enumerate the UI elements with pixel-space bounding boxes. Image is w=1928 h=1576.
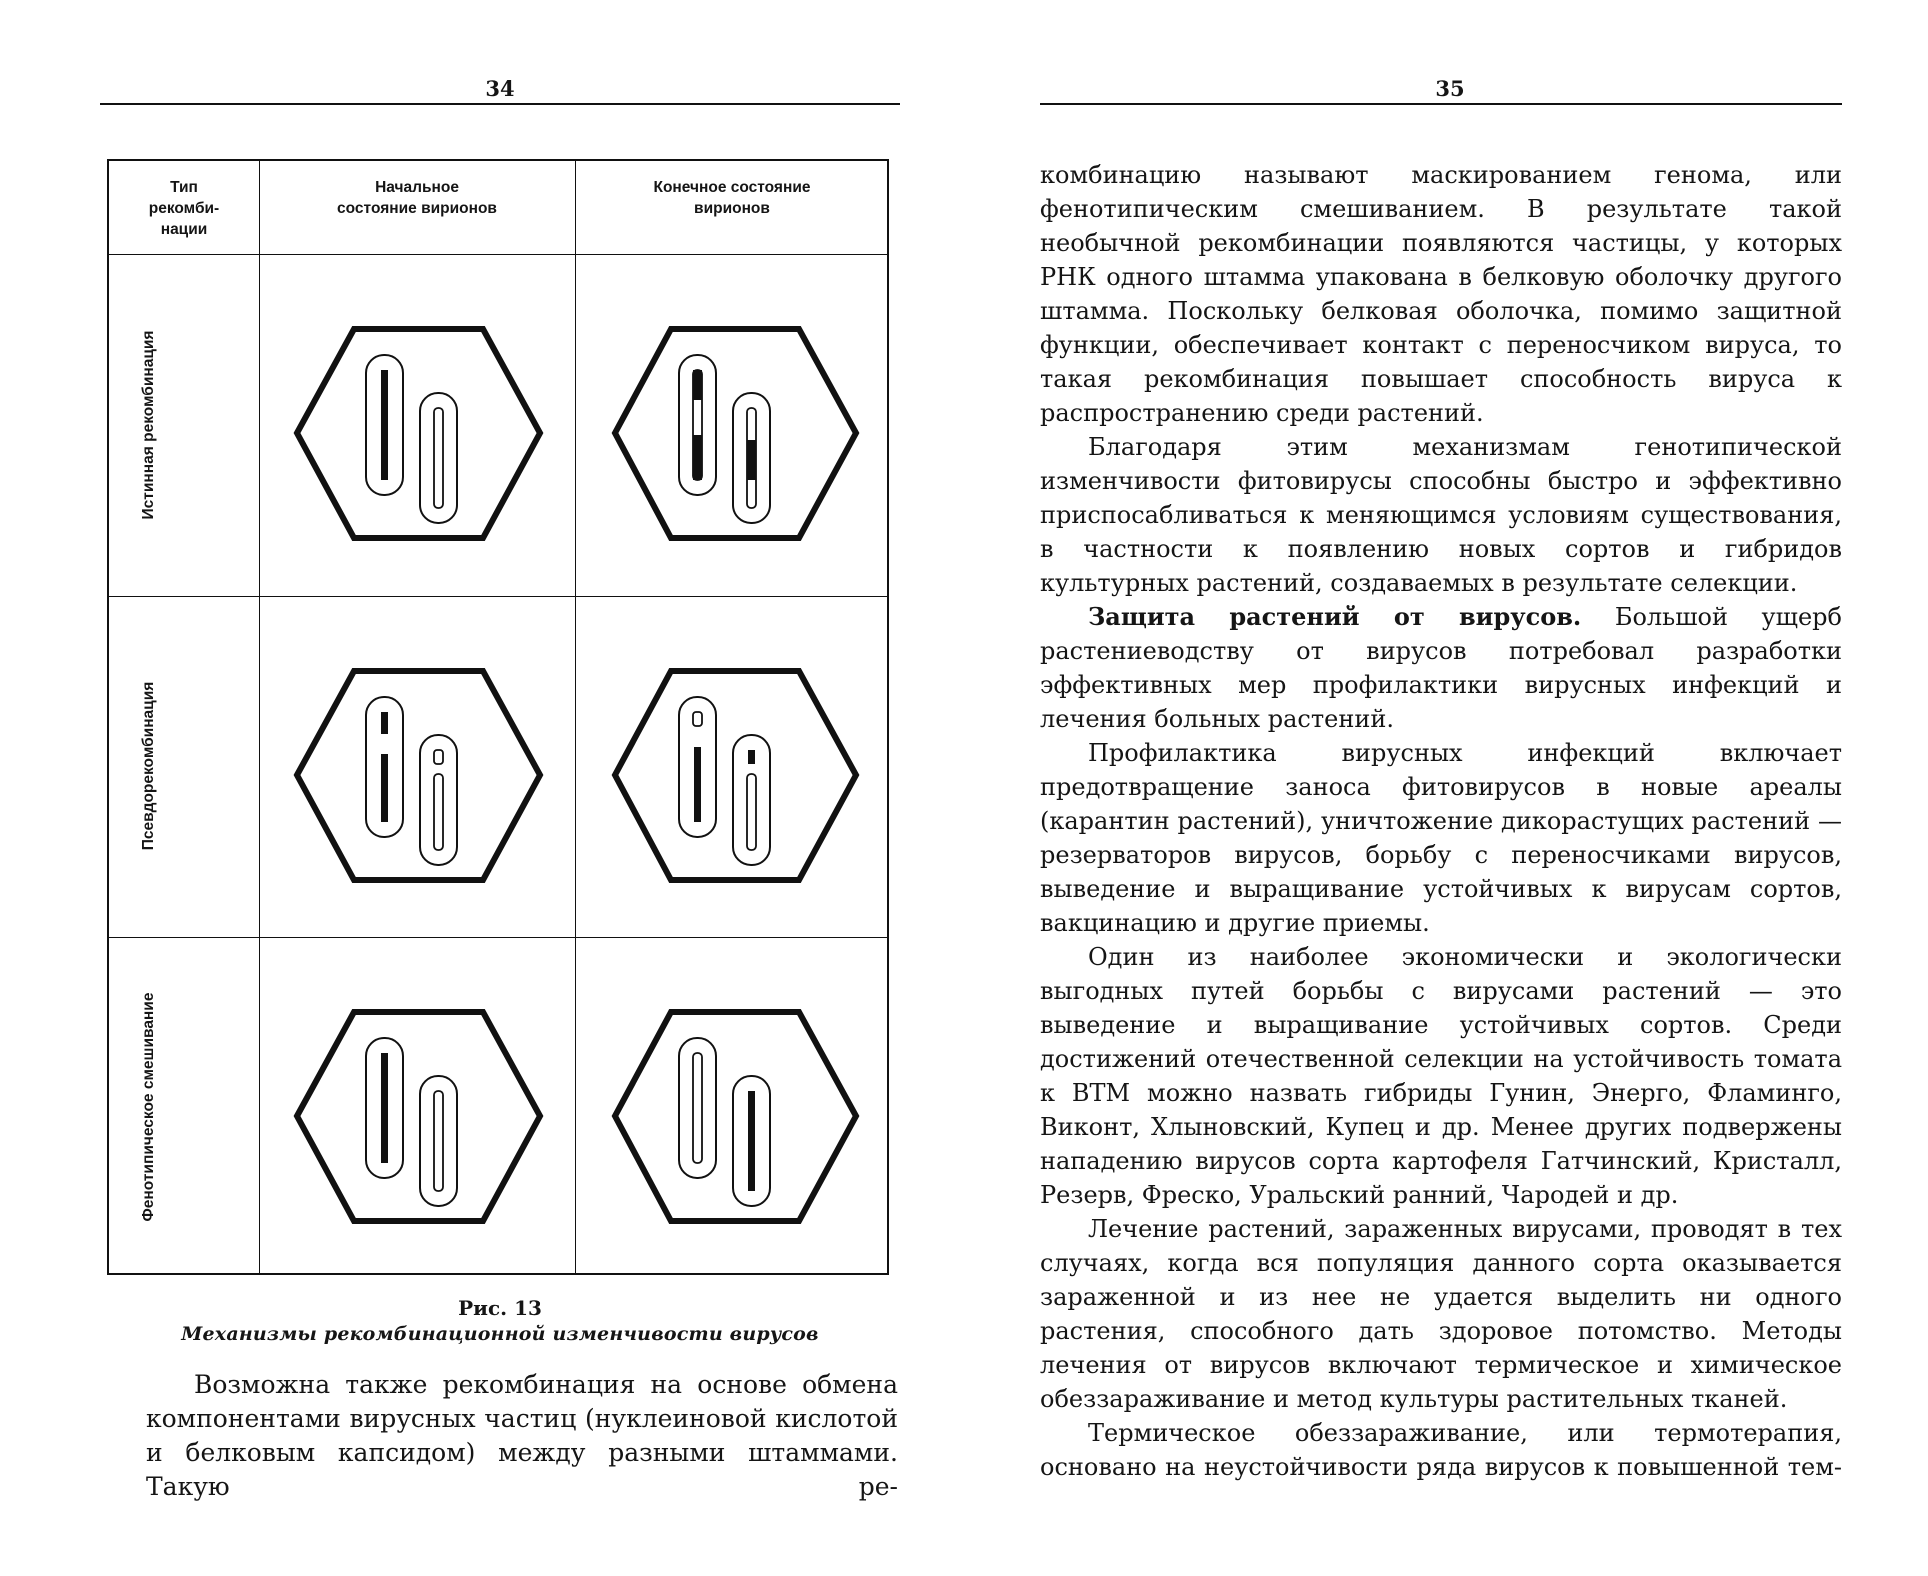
right-body-text bbox=[1040, 158, 1842, 1484]
recombination-figure-table bbox=[107, 159, 889, 1275]
paragraph: Лечение растений, зараженных вирусами, проводят в тех случаях, когда вся популяция данного сорта оказывается зараженной и из нее не удается выделить ни одного растения, способного дать здоровое потомство. Методы лечения от вирусов включают термическое и химическое обеззараживание и метод культуры растительных тканей. bbox=[1040, 1215, 1842, 1413]
paragraph: Возможна также рекомбинация на основе обмена компонентами вирусных частиц (нуклеиновой кислотой и белковым капсидом) между разными штаммами. Такую ре- bbox=[146, 1370, 898, 1501]
row-label-pseudorecombination: Псевдорекомбинация bbox=[140, 681, 157, 851]
figure-title: Механизмы рекомбинационной изменчивости вирусов bbox=[181, 1323, 819, 1345]
header-final-state: Конечное состояние вирионов bbox=[653, 179, 811, 217]
virion-diagram-phenotypic-initial bbox=[259, 938, 575, 1274]
row-label-true-recombination: Истинная рекомбинация bbox=[140, 330, 157, 520]
virion-diagram-true-initial bbox=[259, 255, 575, 595]
paragraph: Профилактика вирусных инфекций включает предотвращение заноса фитовирусов в новые ареалы (карантин растений), уничтожение дикорастущих растений — резерваторов вирусов, борьбу с переносчиками вирусов, выведение и выращивание устойчивых к вирусам сортов, вакцинацию и другие приемы. bbox=[1040, 739, 1842, 937]
figure-number: Рис. 13 bbox=[458, 1296, 542, 1320]
header-rule bbox=[100, 103, 900, 105]
paragraph: Благодаря этим механизмам генотипической изменчивости фитовирусы способны быстро и эффективно приспосабливаться к меняющимся условиям существования, в частности к появлению новых сортов и гибридов культурных растений, создаваемых в результате селекции. bbox=[1040, 433, 1842, 597]
virion-diagram-phenotypic-final bbox=[575, 938, 889, 1274]
paragraph: Один из наиболее экономически и экологически выгодных путей борьбы с вирусами растений — это выведение и выращивание устойчивых сортов. Среди достижений отечественной селекции на устойчивость томата к ВТМ можно назвать гибриды Гунин, Энерго, Фламинго, Виконт, Хлыновский, Купец и др. Менее других подвержены нападению вирусов сорта картофеля Гатчинский, Кристалл, Резерв, Фреско, Уральский ранний, Чародей и др. bbox=[1040, 943, 1842, 1209]
right-page bbox=[964, 0, 1928, 1576]
paragraph: комбинацию называют маскированием генома, или фенотипическим смешиванием. В результате такой необычной рекомбинации появляются частицы, у которых РНК одного штамма упакована в белковую оболочку другого штамма. Поскольку белковая оболочка, помимо защитной функции, обеспечивает контакт с переносчиком вируса, то такая рекомбинация повышает способность вируса к распространению среди растений. bbox=[1040, 161, 1842, 427]
header-initial-state: Начальное состояние вирионов bbox=[337, 179, 497, 217]
section-heading: Защита растений от вирусов. bbox=[1088, 602, 1582, 631]
row-label-phenotypic-mixing: Фенотипическое смешивание bbox=[140, 992, 157, 1222]
page-number: 34 bbox=[485, 76, 515, 101]
header-recombination-type: Тип рекомби- нации bbox=[148, 179, 220, 238]
left-body-text bbox=[146, 1368, 898, 1504]
virion-diagram-pseudo-final bbox=[575, 597, 889, 937]
header-rule bbox=[1040, 103, 1842, 105]
virion-diagram-pseudo-initial bbox=[259, 597, 575, 937]
virion-diagram-true-final bbox=[575, 255, 889, 595]
paragraph: Термическое обеззараживание, или термотерапия, основано на неустойчивости ряда вирусов к повышенной тем- bbox=[1040, 1419, 1842, 1481]
paragraph: Защита растений от вирусов. Большой ущерб растениеводству от вирусов потребовал разработки эффективных мер профилактики вирусных инфекций и лечения больных растений. bbox=[1040, 602, 1842, 733]
page-number: 35 bbox=[1435, 76, 1465, 101]
